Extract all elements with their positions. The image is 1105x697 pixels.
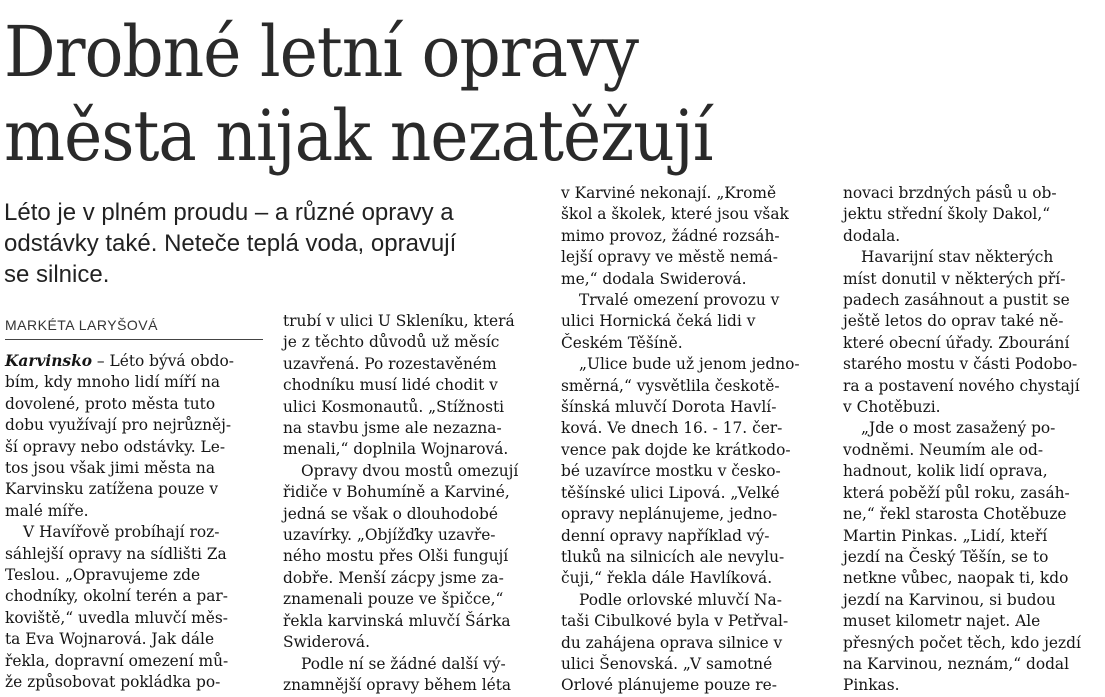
text-line: padech zasáhnout a pustit se: [843, 291, 1070, 310]
text-line: Podle ní se žádné další vý-: [301, 654, 506, 673]
text-line: jektu střední školy Dakol,“: [843, 205, 1051, 224]
text-line: tos jsou však jimi města na: [5, 459, 216, 478]
text-line: Opravy dvou mostů omezují: [301, 461, 519, 480]
text-line: ulici Šenovská. „V samotné: [561, 654, 773, 673]
text-line: která poběží půl roku, zasáh-: [843, 483, 1070, 502]
text-line: jedná se však o dlouhodobé: [283, 504, 498, 523]
text-line: dobu využívají pro nejrůzněj-: [5, 416, 232, 435]
text-line: Martin Pinkas. „Lidí, kteří: [843, 526, 1048, 545]
text-line: čuji,“ řekla dále Havlíková.: [561, 569, 773, 588]
text-line: „Ulice bude už jenom jedno-: [579, 355, 800, 374]
text-line: ulici Kosmonautů. „Stížnosti: [283, 397, 505, 416]
text-line: trubí v ulici U Skleníku, která: [283, 312, 515, 330]
text-line: opravy neplánujeme, jedno-: [561, 505, 778, 524]
text-line: těšínské ulici Lipová. „Velké: [561, 483, 780, 502]
text-line: Havarijní stav některých: [861, 248, 1054, 267]
text-fragment: – Léto bývá obdo-: [92, 352, 234, 370]
text-line: znamnější opravy během léta: [283, 675, 512, 694]
lead-line: Léto je v plném proudu – a různé opravy a: [4, 199, 454, 226]
lead-paragraph: [4, 197, 544, 290]
text-line: na Karvinou, neznám,“ dodal: [843, 654, 1070, 673]
text-line: Českém Těšíně.: [561, 333, 683, 352]
text-line: muset kilometr najet. Ale: [843, 612, 1041, 631]
text-line: novaci brzdných pásů u ob-: [843, 184, 1057, 202]
text-line: me,“ dodala Swiderová.: [561, 269, 747, 288]
text-line: znamenali pouze ve špičce,“: [283, 590, 504, 609]
article-column-4: [843, 183, 1101, 697]
text-line: starého mostu v části Podobo-: [843, 355, 1078, 374]
text-line: jezdí na Karvinou, si budou: [843, 590, 1056, 609]
text-line: Trvalé omezení provozu v: [579, 291, 780, 310]
text-line: že způsobovat pokládka po-: [5, 673, 221, 692]
text-line: v Karviné nekonají. „Kromě: [561, 184, 777, 202]
text-line: Teslou. „Opravujeme zde: [5, 566, 201, 585]
article-column-3: [561, 183, 819, 697]
text-line: jezdí na Český Těšín, se to: [843, 547, 1049, 566]
article-column-2: [283, 311, 541, 696]
headline-line: města nijak nezatěžují: [4, 95, 713, 177]
text-line: „Jde o most zasažený po-: [861, 419, 1056, 438]
text-line: ještě letos do oprav také ně-: [843, 312, 1064, 331]
text-line: koviště,“ uvedla mluvčí měs-: [5, 608, 228, 627]
lead-line: odstávky také. Neteče teplá voda, opravují: [4, 230, 457, 257]
text-line: v Chotěbuzi.: [843, 398, 941, 417]
text-line: uzavírky. „Objížďky uzavře-: [283, 526, 496, 545]
text-line: šínská mluvčí Dorota Havlí-: [561, 398, 777, 417]
text-line: je z těchto důvodů už měsíc: [283, 333, 500, 352]
headline: [4, 10, 1016, 178]
text-line: dobře. Menší zácpy jsme za-: [283, 568, 504, 587]
text-line: hadnout, kolik lidí oprava,: [843, 462, 1048, 481]
text-line: dodala.: [843, 226, 901, 245]
text-line: Swiderová.: [283, 633, 370, 652]
text-line: uzavřená. Po rozestavěném: [283, 354, 497, 373]
text-line: netkne vůbec, naopak ti, kdo: [843, 569, 1069, 588]
text-line: vence pak dojde ke krátkodo-: [561, 440, 791, 459]
text-line: ného mostu přes Olši fungují: [283, 547, 509, 566]
text-line: [5, 351, 263, 372]
text-line: du zahájena oprava silnice v: [561, 633, 783, 652]
text-line: ulici Hornická čeká lidi v: [561, 312, 756, 331]
text-line: bé uzavírce mostku v česko-: [561, 462, 781, 481]
byline-divider: [5, 339, 263, 340]
text-line: na stavbu jsme ale nezazna-: [283, 419, 502, 438]
kicker: Karvinsko: [5, 352, 93, 370]
text-line: Orlové plánujeme pouze re-: [561, 676, 777, 695]
text-line: sáhlejší opravy na sídlišti Za: [5, 544, 227, 563]
text-line: Pinkas.: [843, 676, 900, 695]
text-line: směrná,“ vysvětlila českotě-: [561, 376, 780, 395]
text-line: škol a školek, které jsou však: [561, 205, 789, 224]
text-line: bím, kdy mnoho lidí míří na: [5, 373, 221, 392]
text-line: dovolené, proto města tuto: [5, 394, 216, 413]
text-line: vodněmi. Neumím ale od-: [843, 440, 1044, 459]
text-line: které obecní úřady. Zbourání: [843, 333, 1070, 352]
lead-line: se silnice.: [4, 261, 110, 288]
text-line: řekla karvinská mluvčí Šárka: [283, 611, 511, 630]
text-line: ta Eva Wojnarová. Jak dále: [5, 630, 215, 649]
article-column-1: [5, 351, 263, 694]
text-line: řekla, dopravní omezení mů-: [5, 651, 229, 670]
text-line: přesných počet těch, kdo jezdí: [843, 633, 1081, 652]
byline: MARKÉTA LARYŠOVÁ: [5, 317, 158, 333]
text-line: taši Cibulkové byla v Petřval-: [561, 612, 789, 631]
text-line: tluků na silnicích ale nevylu-: [561, 547, 785, 566]
text-line: mimo provoz, žádné rozsáh-: [561, 226, 780, 245]
text-line: denní opravy například vý-: [561, 526, 770, 545]
text-line: ková. Ve dnech 16. - 17. čer-: [561, 419, 783, 438]
headline-line: Drobné letní opravy: [4, 11, 639, 93]
text-line: Karvinsku zatížena pouze v: [5, 480, 219, 499]
text-line: chodníku musí lidé chodit v: [283, 376, 498, 395]
text-line: malé míře.: [5, 501, 89, 520]
text-line: Podle orlovské mluvčí Na-: [579, 590, 782, 609]
text-line: menali,“ doplnila Wojnarová.: [283, 440, 509, 459]
text-line: míst donutil v některých pří-: [843, 269, 1066, 288]
text-line: V Havířově probíhají roz-: [23, 523, 220, 542]
text-line: lejší opravy ve městě nemá-: [561, 248, 778, 267]
text-line: ne,“ řekl starosta Chotěbuze: [843, 505, 1067, 524]
text-line: chodníky, okolní terén a par-: [5, 587, 228, 606]
text-line: ra a postavení nového chystají: [843, 376, 1080, 395]
text-line: ší opravy nebo odstávky. Le-: [5, 437, 226, 456]
text-line: řidiče v Bohumíně a Karviné,: [283, 483, 510, 502]
